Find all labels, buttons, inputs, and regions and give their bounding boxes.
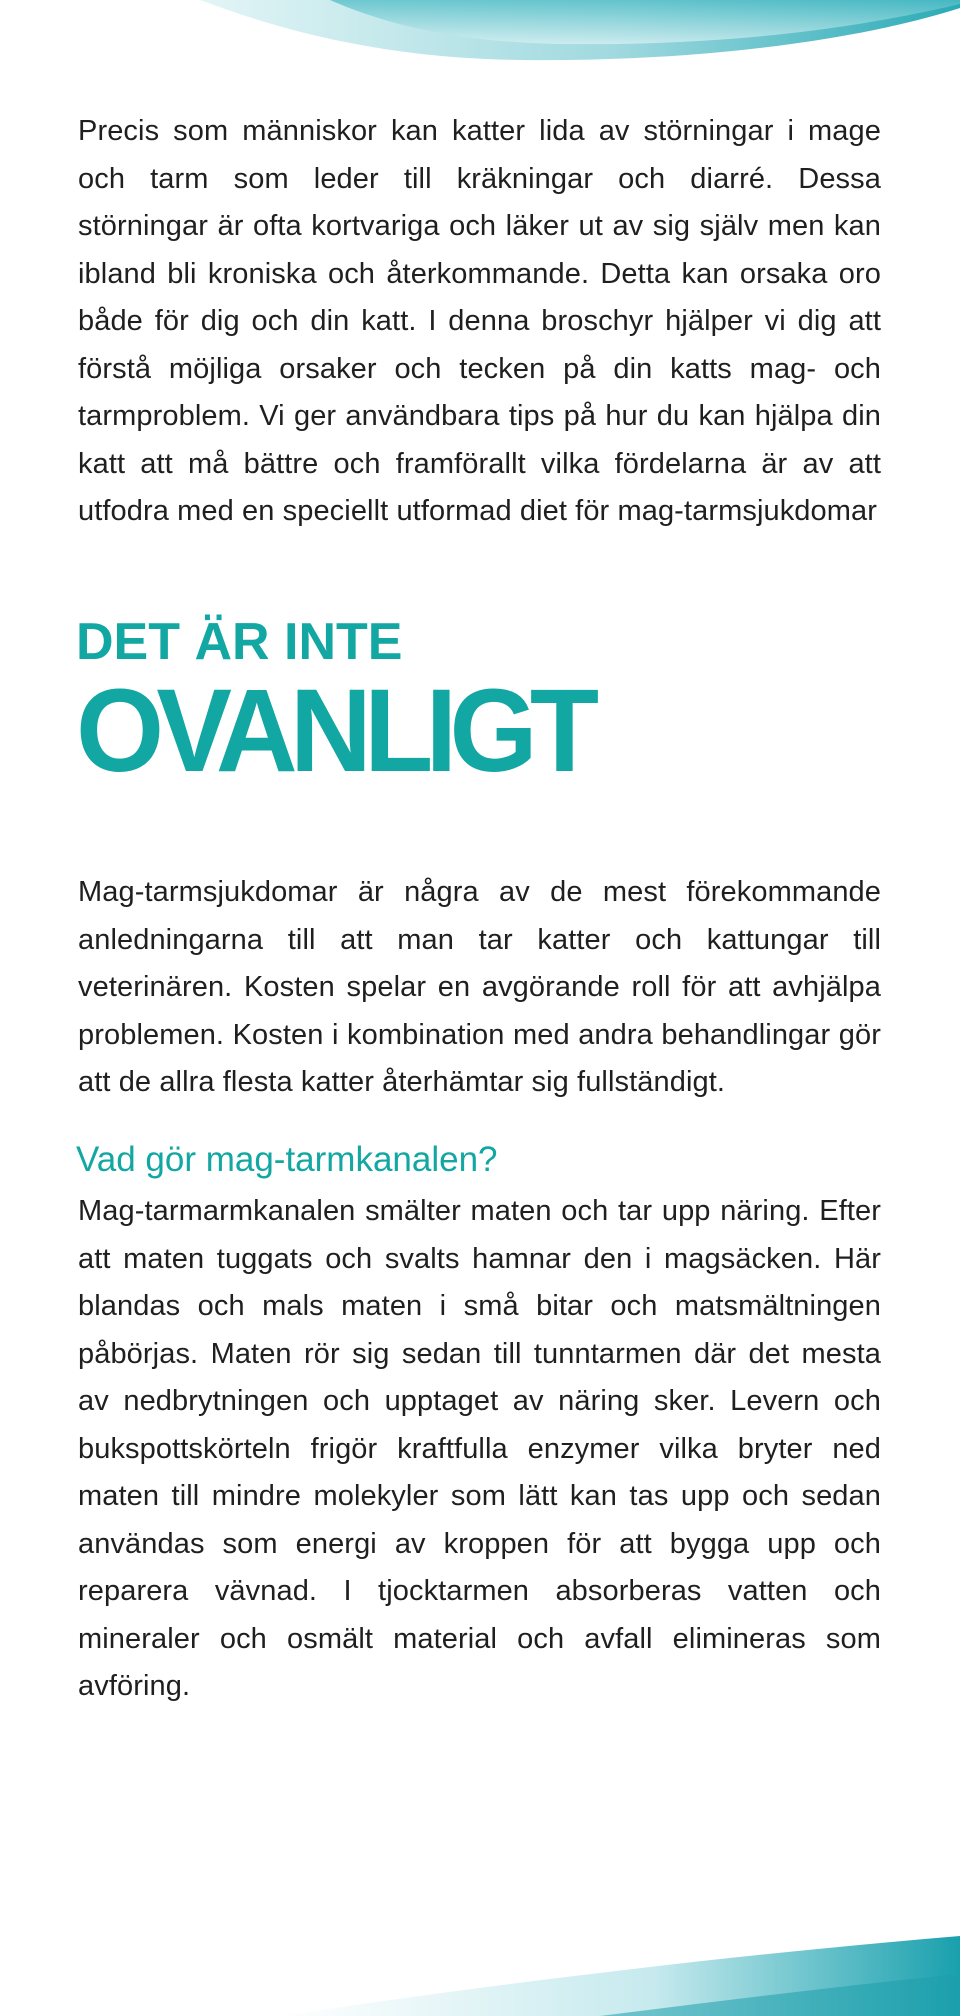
section-2-paragraph: Mag-tarmsjukdomar är några av de mest förekommande anledningarna till att man tar katter och kattungar till veterinären. Kosten spelar en avgörande roll för att avhjälpa problemen. Kosten i kombination med andra behandlingar gör att de allra flesta katter återhämtar sig fullständigt.	[78, 876, 881, 1098]
heading-block	[76, 612, 879, 797]
section-3-paragraph: Mag-tarmarmkanalen smälter maten och tar upp näring. Efter att maten tuggats och svalts hamnar den i magsäcken. Här blandas och mals maten i små bitar och matsmältningen påbörjas. Maten rör sig sedan till tunntarmen där det mesta av nedbrytningen och upptaget av näring sker. Levern och bukspottskörteln frigör kraftfulla enzymer vilka bryter ned maten till mindre molekyler som lätt kan tas upp och sedan användas som energi av kroppen för att bygga upp och reparera vävnad. I tjocktarmen absorberas vatten och mineraler och osmält material och avfall elimineras som avföring.	[78, 1195, 881, 1702]
heading-line-1: DET ÄR INTE	[76, 613, 403, 671]
heading-line-2: OVANLIGT	[76, 665, 592, 797]
bottom-wave-decoration	[0, 1916, 960, 2016]
intro-paragraph: Precis som människor kan katter lida av störningar i mage och tarm som leder till kräkningar och diarré. Dessa störningar är ofta kortvariga och läker ut av sig själv men kan ibland bli kroniska och återkommande. Detta kan orsaka oro både för dig och din katt. I denna broschyr hjälper vi dig att förstå möjliga orsaker och tecken på din katts mag- och tarmproblem. Vi ger användbara tips på hur du kan hjälpa din katt att må bättre och framförallt vilka fördelarna är av att utfodra med en speciellt utformad diet för mag-tarmsjukdomar	[78, 115, 881, 527]
section-3-title: Vad gör mag-tarmkanalen?	[76, 1140, 498, 1179]
section-2	[78, 869, 881, 1107]
top-wave-decoration	[0, 0, 960, 80]
intro-section	[78, 108, 881, 536]
section-3	[78, 1188, 881, 1711]
